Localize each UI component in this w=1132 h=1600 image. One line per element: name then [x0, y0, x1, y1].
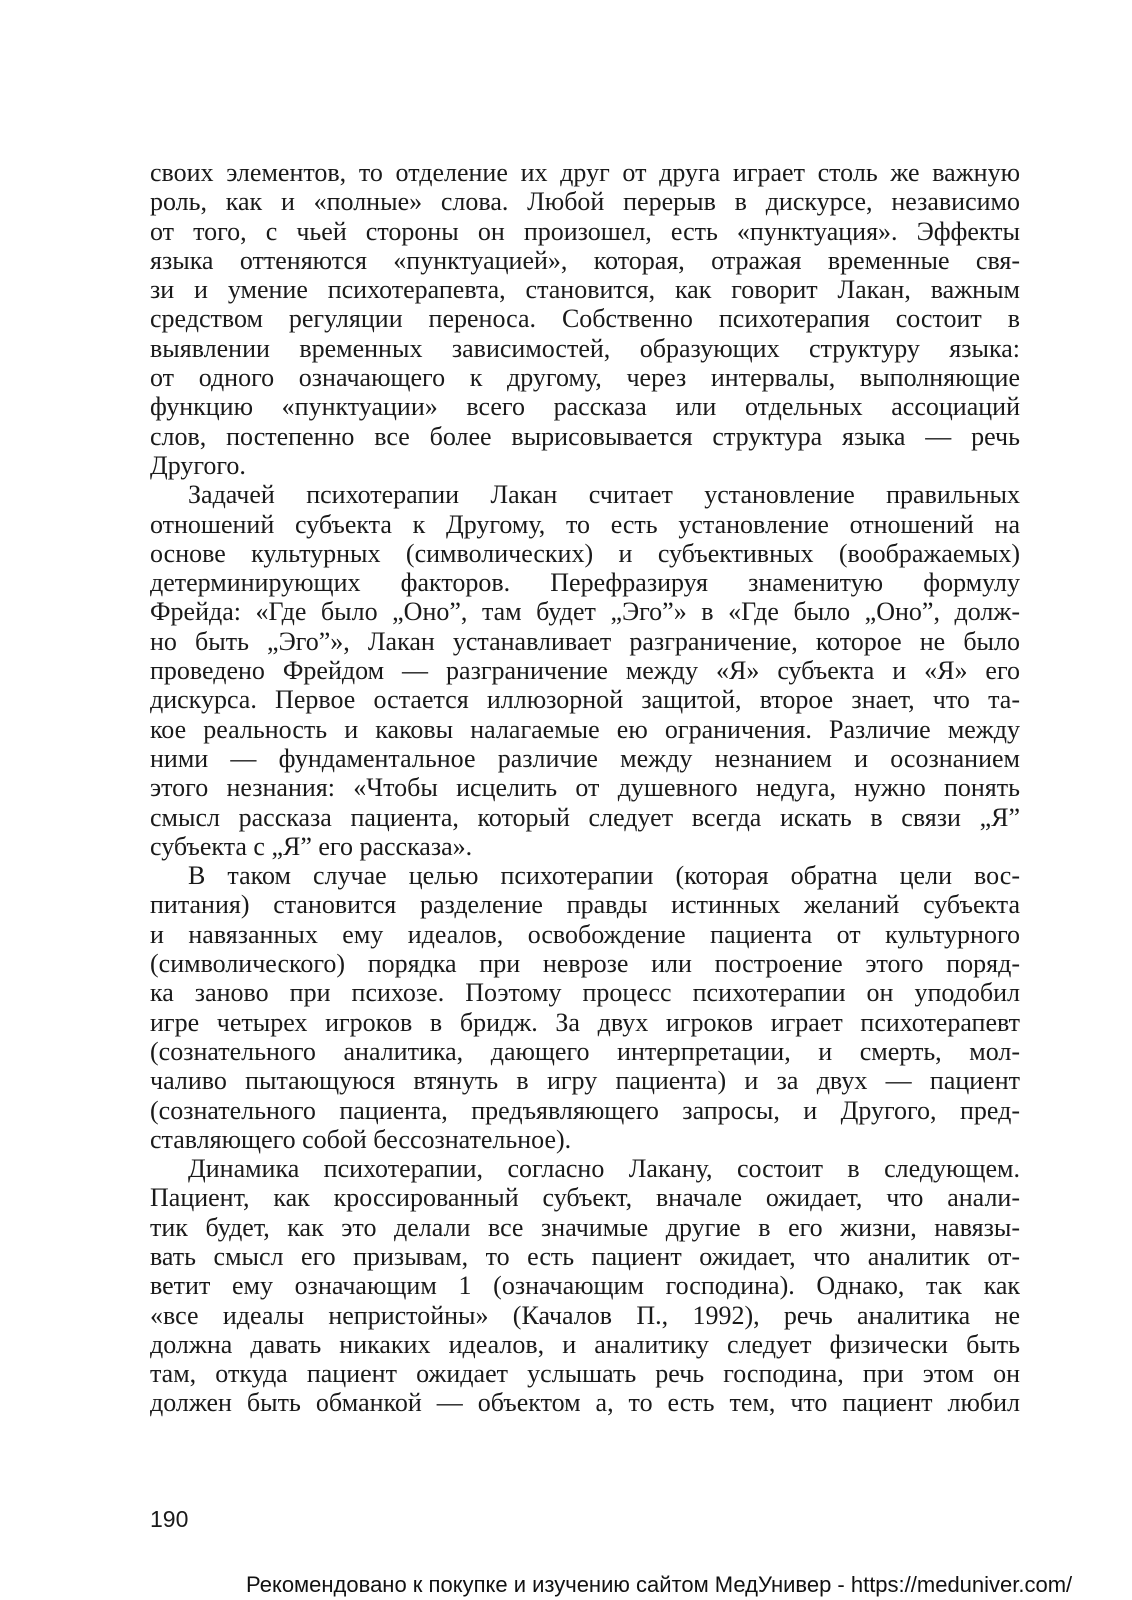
text-line: Задачей психотерапии Лакан считает установление правильных	[188, 480, 1020, 510]
text-line: должен быть обманкой — объектом а, то есть тем, что пациент любил	[150, 1388, 1020, 1418]
text-line: детерминирующих факторов. Перефразируя знаменитую формулу	[150, 568, 1020, 598]
text-line: Фрейда: «Где было „Оно”, там будет „Эго”» в «Где было „Оно”, долж-	[150, 597, 1020, 627]
text-line: роль, как и «полные» слова. Любой перерыв в дискурсе, независимо	[150, 187, 1020, 217]
text-line: кое реальность и каковы налагаемые ею ограничения. Различие между	[150, 714, 1020, 744]
footer-note: Рекомендовано к покупке и изучению сайтом МедУнивер - https://meduniver.com/	[246, 1572, 1073, 1597]
text-line: и навязанных ему идеалов, освобождение пациента от культурного	[150, 919, 1020, 949]
text-line: функцию «пунктуации» всего рассказа или отдельных ассоциаций	[150, 392, 1020, 422]
text-line: (сознательного аналитика, дающего интерпретации, и смерть, мол-	[150, 1036, 1020, 1066]
body-text	[150, 158, 1020, 1418]
text-line: ветит ему означающим 1 (означающим господина). Однако, так как	[150, 1271, 1020, 1301]
text-line: питания) становится разделение правды истинных желаний субъекта	[150, 890, 1020, 920]
text-line: Пациент, как кроссированный субъект, вначале ожидает, что анали-	[150, 1183, 1020, 1213]
text-line: (сознательного пациента, предъявляющего запросы, и Другого, пред-	[150, 1095, 1020, 1125]
text-line: вать смысл его призывам, то есть пациент ожидает, что аналитик от-	[150, 1241, 1020, 1271]
text-line: проведено Фрейдом — разграничение между «Я» субъекта и «Я» его	[150, 656, 1020, 686]
text-line: выявлении временных зависимостей, образующих структуру языка:	[150, 333, 1020, 363]
text-line: (символического) порядка при неврозе или построение этого поряд-	[150, 949, 1020, 979]
text-line: ка заново при психозе. Поэтому процесс психотерапии он уподобил	[150, 978, 1020, 1008]
text-line: должна давать никаких идеалов, и аналитику следует физически быть	[150, 1329, 1020, 1359]
text-line: субъекта с „Я” его рассказа».	[150, 831, 473, 861]
text-line: от одного означающего к другому, через интервалы, выполняющие	[150, 363, 1020, 393]
text-line: отношений субъекта к Другому, то есть установление отношений на	[150, 509, 1020, 539]
text-line: там, откуда пациент ожидает услышать речь господина, при этом он	[150, 1359, 1020, 1389]
text-line: «все идеалы непристойны» (Качалов П., 1992), речь аналитика не	[150, 1300, 1020, 1330]
text-line: Другого.	[150, 450, 246, 480]
text-line: своих элементов, то отделение их друг от друга играет столь же важную	[150, 158, 1020, 187]
text-line: смысл рассказа пациента, который следует всегда искать в связи „Я”	[150, 802, 1020, 832]
text-line: Динамика психотерапии, согласно Лакану, состоит в следующем.	[188, 1154, 1020, 1184]
text-line: зи и умение психотерапевта, становится, как говорит Лакан, важным	[150, 275, 1020, 305]
text-line: основе культурных (символических) и субъективных (воображаемых)	[150, 538, 1020, 568]
text-line: ними — фундаментальное различие между незнанием и осознанием	[150, 743, 1020, 773]
text-line: игре четырех игроков в бридж. За двух игроков играет психотерапевт	[150, 1007, 1020, 1037]
text-line: дискурса. Первое остается иллюзорной защитой, второе знает, что та-	[150, 685, 1020, 715]
text-line: ставляющего собой бессознательное).	[150, 1124, 572, 1154]
text-line: этого незнания: «Чтобы исцелить от душевного недуга, нужно понять	[150, 773, 1020, 803]
text-line: слов, постепенно все более вырисовывается структура языка — речь	[150, 421, 1020, 451]
text-line: языка оттеняются «пунктуацией», которая, отражая временные свя-	[150, 245, 1020, 275]
text-line: тик будет, как это делали все значимые другие в его жизни, навязы-	[150, 1212, 1020, 1242]
page-number: 190	[150, 1506, 189, 1532]
text-line: чаливо пытающуюся втянуть в игру пациента) и за двух — пациент	[150, 1066, 1020, 1096]
text-line: но быть „Эго”», Лакан устанавливает разграничение, которое не было	[150, 626, 1020, 656]
text-line: средством регуляции переноса. Собственно психотерапия состоит в	[150, 304, 1020, 334]
text-line: от того, с чьей стороны он произошел, есть «пунктуация». Эффекты	[150, 216, 1020, 246]
text-line: В таком случае целью психотерапии (которая обратна цели вос-	[188, 861, 1020, 891]
